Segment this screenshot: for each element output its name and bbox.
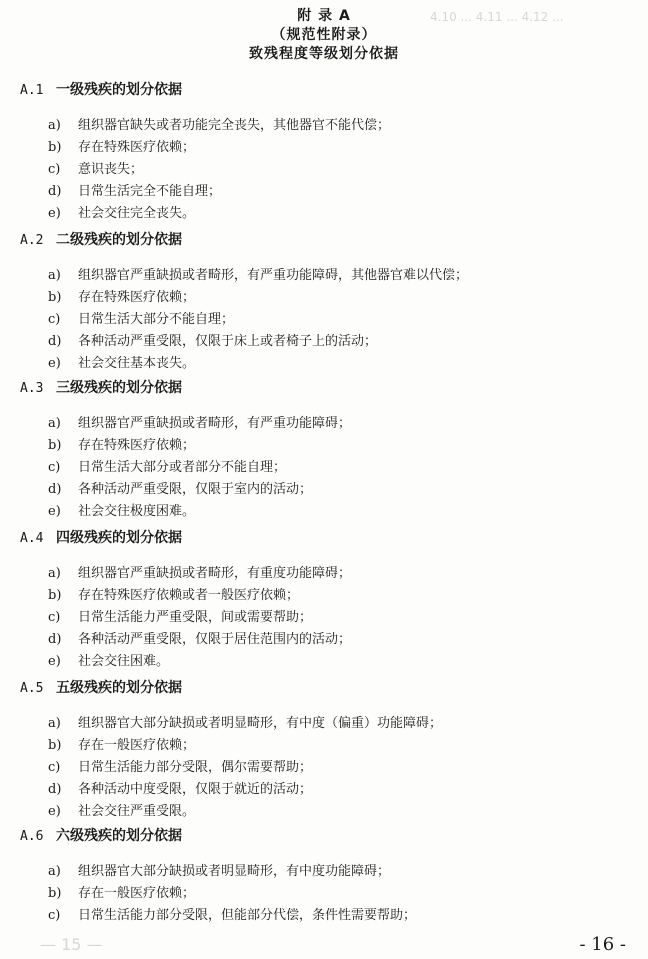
item-label: e) <box>48 804 61 819</box>
list-item <box>48 309 468 331</box>
criteria-list <box>48 861 416 927</box>
list-item <box>48 159 390 181</box>
section-a4 <box>20 528 620 669</box>
list-item <box>48 585 351 607</box>
criteria-list <box>48 115 390 225</box>
section-title: 五级残疾的划分依据 <box>56 680 182 696</box>
item-label: d) <box>48 782 62 797</box>
section-title: 三级残疾的划分依据 <box>56 380 182 396</box>
item-label: b) <box>48 588 62 603</box>
item-text: 各种活动严重受限，仅限于居住范围内的活动； <box>78 632 352 647</box>
item-label: e) <box>48 206 61 221</box>
item-text: 社会交往困难。 <box>78 654 170 669</box>
criteria-list <box>48 265 468 375</box>
section-number: A.5 <box>20 681 44 696</box>
item-text: 组织器官大部分缺损或者明显畸形，有中度功能障碍； <box>78 864 391 879</box>
list-item <box>48 757 442 779</box>
list-item <box>48 457 351 479</box>
item-label: c) <box>48 610 61 625</box>
list-item <box>48 501 351 523</box>
appendix-label: 附 录 A <box>297 8 351 24</box>
item-label: b) <box>48 886 62 901</box>
list-item <box>48 287 468 309</box>
item-text: 存在特殊医疗依赖或者一般医疗依赖； <box>78 588 300 603</box>
item-text: 日常生活能力严重受限，间或需要帮助； <box>78 610 313 625</box>
list-item <box>48 735 442 757</box>
item-text: 日常生活能力部分受限，但能部分代偿，条件性需要帮助； <box>78 908 417 923</box>
list-item <box>48 905 416 927</box>
item-label: a) <box>48 864 61 879</box>
item-label: b) <box>48 438 62 453</box>
item-label: c) <box>48 162 61 177</box>
item-label: c) <box>48 460 61 475</box>
criteria-list <box>48 713 442 823</box>
item-label: e) <box>48 654 61 669</box>
section-number: A.4 <box>20 531 44 546</box>
section-title: 六级残疾的划分依据 <box>56 828 182 844</box>
section-a2 <box>20 230 620 371</box>
list-item <box>48 331 468 353</box>
item-text: 存在一般医疗依赖； <box>78 886 196 901</box>
item-text: 日常生活完全不能自理； <box>78 184 222 199</box>
item-text: 社会交往严重受限。 <box>78 804 196 819</box>
section-number: A.3 <box>20 381 44 396</box>
item-label: d) <box>48 632 62 647</box>
section-title: 四级残疾的划分依据 <box>56 530 182 546</box>
item-text: 组织器官严重缺损或者畸形，有重度功能障碍； <box>78 566 352 581</box>
list-item <box>48 629 351 651</box>
item-label: d) <box>48 184 62 199</box>
section-heading <box>20 378 620 398</box>
item-text: 存在一般医疗依赖； <box>78 738 196 753</box>
item-text: 日常生活大部分不能自理； <box>78 312 235 327</box>
item-label: c) <box>48 908 61 923</box>
bleed-through-text-top: 4.10 ... 4.11 ... 4.12 ... <box>430 10 564 24</box>
item-label: a) <box>48 416 61 431</box>
section-heading <box>20 80 620 100</box>
list-item <box>48 713 442 735</box>
item-text: 组织器官严重缺损或者畸形，有严重功能障碍，其他器官难以代偿； <box>78 268 469 283</box>
item-text: 社会交往基本丧失。 <box>78 356 196 371</box>
item-text: 社会交往极度困难。 <box>78 504 196 519</box>
section-heading <box>20 678 620 698</box>
criteria-list <box>48 563 351 673</box>
item-text: 组织器官大部分缺损或者明显畸形，有中度（偏重）功能障碍； <box>78 716 443 731</box>
item-text: 组织器官缺失或者功能完全丧失，其他器官不能代偿； <box>78 118 391 133</box>
section-title: 一级残疾的划分依据 <box>56 82 182 98</box>
list-item <box>48 265 468 287</box>
appendix-normative-label: （规范性附录） <box>271 27 377 43</box>
list-item <box>48 435 351 457</box>
item-label: b) <box>48 290 62 305</box>
item-label: a) <box>48 268 61 283</box>
section-a6 <box>20 826 620 923</box>
item-label: a) <box>48 566 61 581</box>
list-item <box>48 651 351 673</box>
list-item <box>48 137 390 159</box>
section-a1 <box>20 80 620 221</box>
list-item <box>48 115 390 137</box>
criteria-list <box>48 413 351 523</box>
item-label: d) <box>48 334 62 349</box>
section-heading <box>20 826 620 846</box>
list-item <box>48 203 390 225</box>
item-label: c) <box>48 312 61 327</box>
list-item <box>48 413 351 435</box>
list-item <box>48 563 351 585</box>
list-item <box>48 861 416 883</box>
item-text: 各种活动严重受限，仅限于室内的活动； <box>78 482 313 497</box>
section-title: 二级残疾的划分依据 <box>56 232 182 248</box>
item-label: d) <box>48 482 62 497</box>
list-item <box>48 801 442 823</box>
section-a3 <box>20 378 620 519</box>
item-text: 组织器官严重缺损或者畸形，有严重功能障碍； <box>78 416 352 431</box>
item-text: 各种活动中度受限，仅限于就近的活动； <box>78 782 313 797</box>
item-text: 存在特殊医疗依赖； <box>78 438 196 453</box>
list-item <box>48 779 442 801</box>
item-label: e) <box>48 356 61 371</box>
section-a5 <box>20 678 620 819</box>
item-label: e) <box>48 504 61 519</box>
item-text: 各种活动严重受限，仅限于床上或者椅子上的活动； <box>78 334 378 349</box>
item-label: b) <box>48 140 62 155</box>
appendix-title: 致残程度等级划分依据 <box>249 46 399 62</box>
item-text: 日常生活能力部分受限，偶尔需要帮助； <box>78 760 313 775</box>
section-heading <box>20 528 620 548</box>
item-text: 存在特殊医疗依赖； <box>78 290 196 305</box>
section-heading <box>20 230 620 250</box>
item-text: 存在特殊医疗依赖； <box>78 140 196 155</box>
item-label: a) <box>48 118 61 133</box>
list-item <box>48 479 351 501</box>
section-number: A.1 <box>20 83 44 98</box>
item-label: b) <box>48 738 62 753</box>
page-number: - 16 - <box>579 934 626 955</box>
list-item <box>48 607 351 629</box>
section-number: A.6 <box>20 829 44 844</box>
section-number: A.2 <box>20 233 44 248</box>
bleed-through-text-bottom: — 15 — <box>40 935 103 954</box>
list-item <box>48 353 468 375</box>
list-item <box>48 883 416 905</box>
item-text: 意识丧失； <box>78 162 144 177</box>
item-label: a) <box>48 716 61 731</box>
list-item <box>48 181 390 203</box>
item-text: 社会交往完全丧失。 <box>78 206 196 221</box>
item-label: c) <box>48 760 61 775</box>
item-text: 日常生活大部分或者部分不能自理； <box>78 460 287 475</box>
